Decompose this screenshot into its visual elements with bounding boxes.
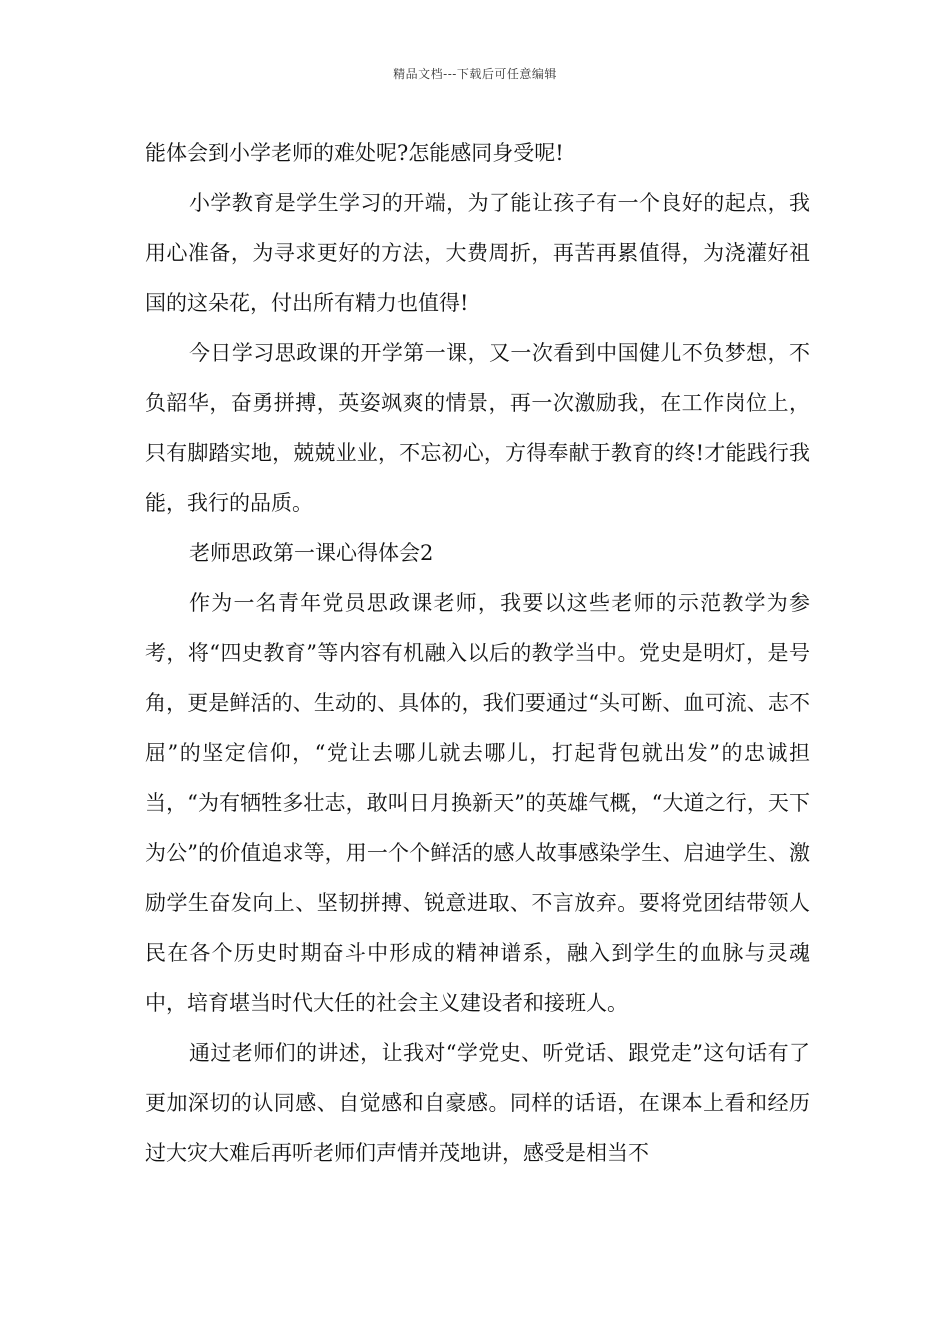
paragraph-continuation: 能体会到小学老师的难处呢?怎能感同身受呢!: [145, 141, 564, 165]
paragraph-first-lesson: 今日学习思政课的开学第一课，又一次看到中国健儿不负梦想，不负韶华，奋勇拼搏，英姿飒爽的情景，再一次激励我，在工作岗位上，只有脚踏实地，兢兢业业，不忘初心，方得奉献于教育的终!才能践行我能，我行的品质。: [145, 341, 810, 515]
paragraph-teachers-narration: 通过老师们的讲述，让我对“学党史、听党话、跟党走”这句话有了更加深切的认同感、自觉感和自豪感。同样的话语，在课本上看和经历过大灾大难后再听老师们声情并茂地讲，感受是相当不: [145, 1041, 810, 1165]
paragraph-primary-education: 小学教育是学生学习的开端，为了能让孩子有一个良好的起点，我用心准备，为寻求更好的方法，大费周折，再苦再累值得，为浇灌好祖国的这朵花，付出所有精力也值得!: [145, 191, 810, 315]
paragraph-party-teacher: 作为一名青年党员思政课老师，我要以这些老师的示范教学为参考，将“四史教育”等内容有机融入以后的教学当中。党史是明灯，是号角，更是鲜活的、生动的、具体的，我们要通过“头可断、血可流、志不屈”的坚定信仰，“党让去哪儿就去哪儿，打起背包就出发”的忠诚担当，“为有牺牲多壮志，敢叫日月换新天”的英雄气概，“大道之行，天下为公”的价值追求等，用一个个鲜活的感人故事感染学生、启迪学生、激励学生奋发向上、坚韧拼搏、锐意进取、不言放弃。要将党团结带领人民在各个历史时期奋斗中形成的精神谱系，融入到学生的血脉与灵魂中，培育堪当时代大任的社会主义建设者和接班人。: [145, 591, 810, 1015]
section-heading: 老师思政第一课心得体会2: [189, 541, 434, 565]
page-header: 精品文档---下载后可任意编辑: [393, 67, 557, 81]
document-body: [145, 128, 810, 1178]
